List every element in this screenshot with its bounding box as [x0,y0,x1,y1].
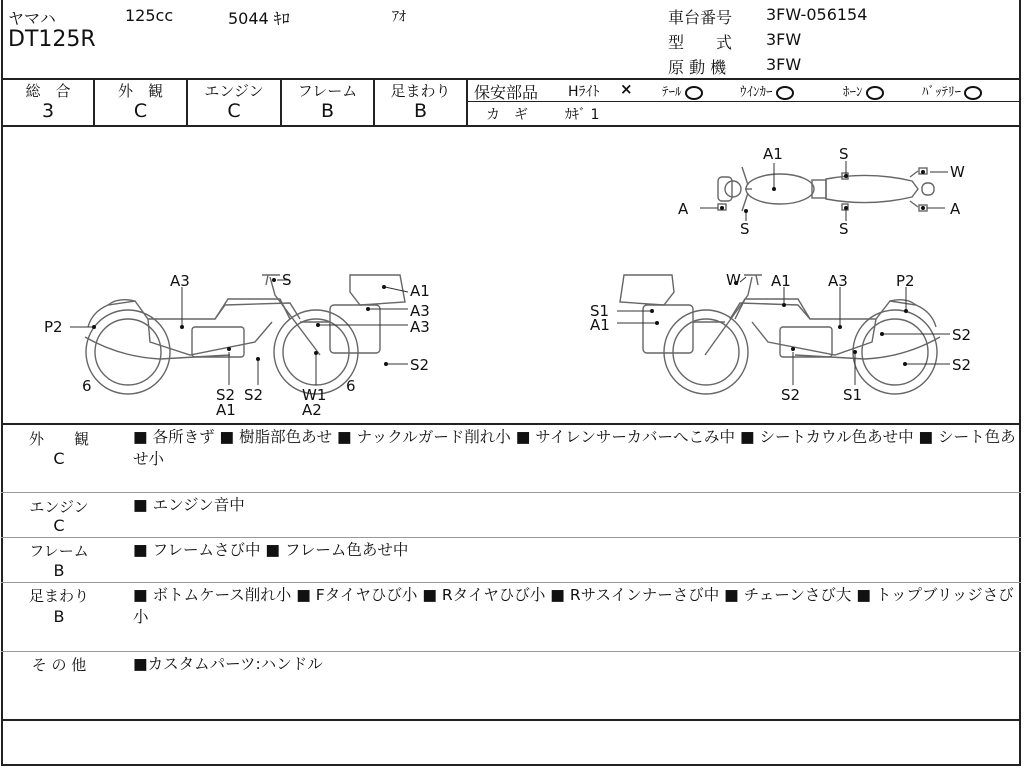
maker: ヤマハ [8,9,56,28]
other-section-notes: ■カスタムパーツ:ハンドル [133,655,323,673]
frame-grade: B [320,100,335,122]
divider [466,78,468,125]
damage-diagram [0,127,1024,423]
horn-label: ﾎｰﾝ [843,81,884,100]
frame-section-label: フレーム [29,542,89,560]
key-label: カ ギ [486,107,528,123]
frame-no-label: 車台番号 [668,8,733,27]
engine-section-label: エンジン [29,498,89,516]
divider [1,582,1021,583]
type-value: 3FW [766,30,802,49]
diagram-label: P2 [896,272,915,290]
diagram-label: A3 [170,272,190,290]
diagram-label: S2 [952,356,972,374]
diagram-label: S1 [843,386,863,404]
divider [1,423,1021,425]
diagram-label: S2 [216,386,236,404]
engine-header: エンジン [204,82,264,100]
divider [1,719,1021,721]
ok-mark-icon [776,86,794,100]
diagram-label: A3 [410,302,430,320]
engine-section-notes: ■ エンジン音中 [133,496,245,514]
diagram-label: A2 [302,401,322,419]
diagram-label: S [839,145,849,163]
battery-label: ﾊﾞｯﾃﾘｰ [922,81,982,100]
color: ｱｵ [392,9,406,25]
divider [1,651,1021,652]
diagram-label: A1 [216,401,236,419]
diagram-label: S1 [590,302,610,320]
diagram-label: A [950,200,961,218]
exterior-header: 外 観 [117,82,163,100]
diagram-label: A1 [763,145,783,163]
diagram-label: S2 [244,386,264,404]
overall-grade: 3 [41,100,55,122]
ok-mark-icon [866,86,884,100]
suspension-section-notes: ■ ボトムケース削れ小 ■ Fタイヤひび小 ■ Rタイヤひび小 ■ Rサスインナーさび中 ■ チェーンさび大 ■ トップブリッジさび小 [133,586,1014,626]
engine-model-label: 原 動 機 [668,58,727,77]
frame-section-grade: B [53,561,65,580]
tail-label: ﾃｰﾙ [662,81,703,100]
diagram-label: S [282,271,292,289]
diagram-label: 6 [346,377,356,395]
diagram-label: A [678,200,689,218]
diagram-label: A3 [828,272,848,290]
headlight-status: × [620,80,633,98]
diagram-label: A1 [590,316,610,334]
engine-model-value: 3FW [766,55,802,74]
engine-section-grade: C [53,516,65,535]
frame-no-value: 3FW-056154 [766,5,868,24]
safety-parts-title: 保安部品 [474,83,539,102]
headlight-label: Hﾗｲﾄ [568,84,600,100]
engine-grade: C [227,100,241,122]
mileage: 5044 ｷﾛ [228,9,290,28]
divider [1,537,1021,538]
exterior-grade: C [133,100,148,122]
diagram-label: A3 [410,318,430,336]
overall-header: 総 合 [25,82,71,100]
divider [1,492,1021,493]
diagram-label: W [726,271,741,289]
diagram-label: A1 [410,282,430,300]
diagram-label: W [950,163,965,181]
diagram-label: 6 [82,377,92,395]
frame-section-notes: ■ フレームさび中 ■ フレーム色あせ中 [133,541,409,559]
model-name: DT125R [8,27,96,52]
key-value: ｶｷﾞ 1 [565,107,600,123]
divider [468,101,1021,102]
diagram-label: A1 [771,272,791,290]
type-label: 型 式 [668,33,733,52]
diagram-label: P2 [44,318,63,336]
exterior-section-grade: C [53,449,65,468]
suspension-section-label: 足まわり [28,587,89,605]
exterior-section-label: 外 観 [28,430,89,448]
diagram-label: W1 [302,386,327,404]
diagram-label: S [740,220,750,238]
other-section-label: そ の 他 [31,656,87,674]
diagram-label: S [839,220,849,238]
suspension-grade: B [413,100,428,122]
left-view-bike-icon [85,275,405,394]
displacement: 125cc [125,6,174,25]
diagram-label: S2 [781,386,801,404]
exterior-section-notes: ■ 各所きず ■ 樹脂部色あせ ■ ナックルガード削れ小 ■ サイレンサーカバーへこみ中 ■ シートカウル色あせ中 ■ シート色あせ小 [133,428,1016,468]
ok-mark-icon [685,86,703,100]
frame-header: フレーム [297,82,358,100]
diagram-label: S2 [410,356,430,374]
suspension-header: 足まわり [390,82,451,100]
top-view-bike-icon [718,167,934,211]
winker-label: ｳｲﾝｶｰ [740,81,794,100]
ok-mark-icon [964,86,982,100]
suspension-section-grade: B [53,607,65,626]
diagram-label: S2 [952,326,972,344]
